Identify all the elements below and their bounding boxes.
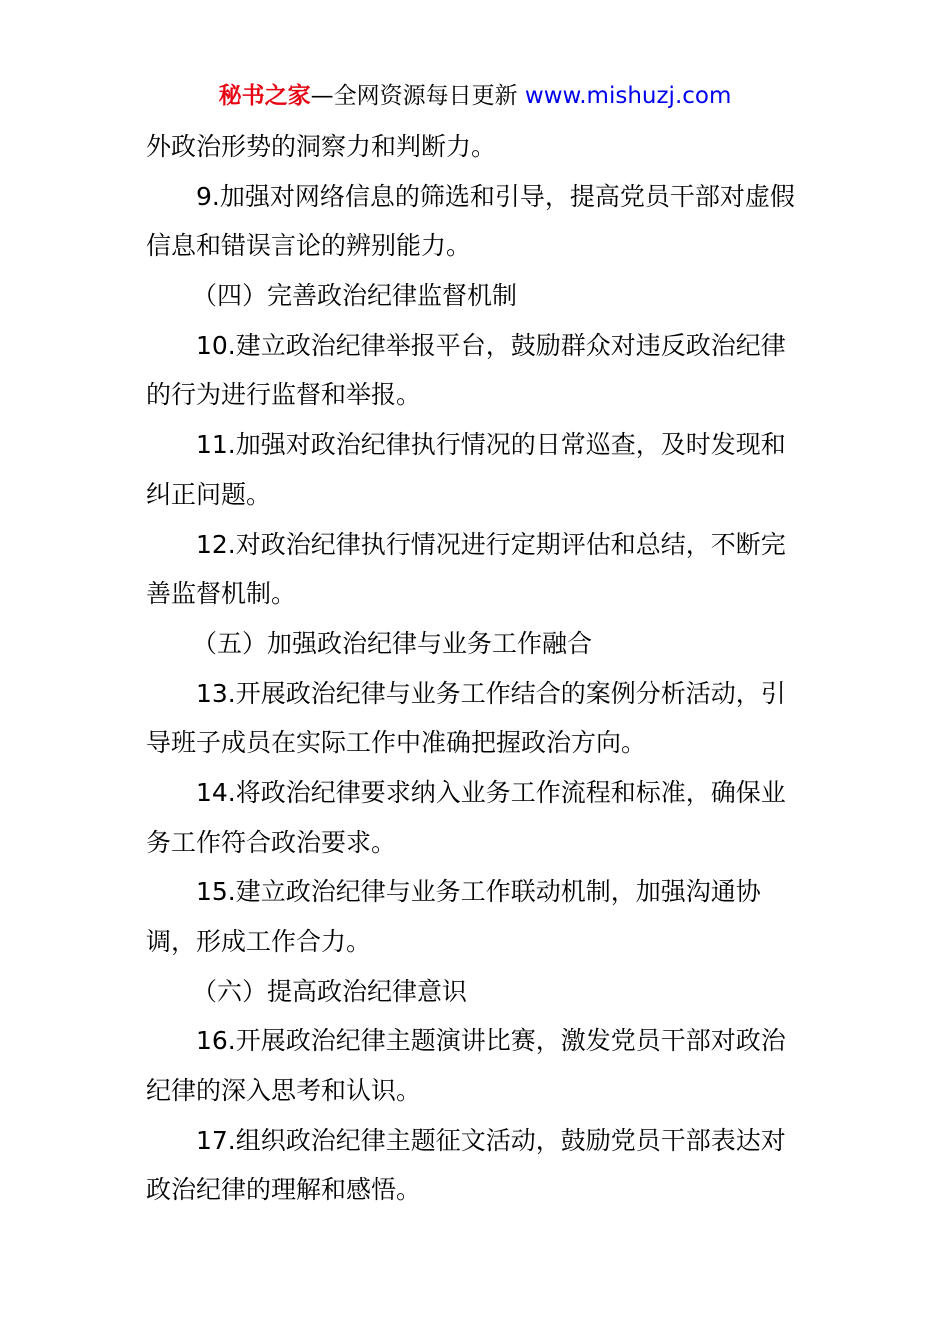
paragraph-start: 10.建立政治纪律举报平台，鼓励群众对违反政治纪律 [196, 330, 786, 360]
text-line: 纠正问题。 [146, 479, 272, 509]
paragraph-start: 13.开展政治纪律与业务工作结合的案例分析活动，引 [196, 678, 786, 708]
text-line: 纪律的深入思考和认识。 [146, 1076, 422, 1106]
paragraph-start: 11.加强对政治纪律执行情况的日常巡查，及时发现和 [196, 430, 786, 460]
paragraph-start: 12.对政治纪律执行情况进行定期评估和总结，不断完 [196, 529, 786, 559]
section-heading: （六）提高政治纪律意识 [192, 976, 468, 1006]
section-heading: （四）完善政治纪律监督机制 [192, 281, 518, 311]
paragraph-start: 14.将政治纪律要求纳入业务工作流程和标准，确保业 [196, 777, 786, 807]
text-line: 信息和错误言论的辨别能力。 [146, 231, 472, 261]
paragraph-start: 16.开展政治纪律主题演讲比赛，激发党员干部对政治 [196, 1026, 786, 1056]
section-heading: （五）加强政治纪律与业务工作融合 [192, 628, 593, 658]
text-line: 政治纪律的理解和感悟。 [146, 1175, 422, 1205]
site-url-link[interactable]: www.mishuzj.com [524, 83, 732, 109]
paragraph-start: 15.建立政治纪律与业务工作联动机制，加强沟通协 [196, 877, 761, 907]
text-line: 的行为进行监督和举报。 [146, 380, 422, 410]
paragraph-start: 9.加强对网络信息的筛选和引导，提高党员干部对虚假 [196, 181, 795, 211]
text-line: 善监督机制。 [146, 579, 297, 609]
site-tagline: —全网资源每日更新 [310, 83, 525, 109]
text-line: 调，形成工作合力。 [146, 927, 372, 956]
document-body [146, 122, 810, 1215]
page-header [0, 80, 950, 112]
text-line: 外政治形势的洞察力和判断力。 [146, 132, 497, 161]
site-brand: 秘书之家 [218, 83, 311, 109]
text-line: 务工作符合政治要求。 [146, 827, 397, 857]
text-line: 导班子成员在实际工作中准确把握政治方向。 [146, 728, 647, 758]
paragraph-start: 17.组织政治纪律主题征文活动，鼓励党员干部表达对 [196, 1125, 786, 1155]
